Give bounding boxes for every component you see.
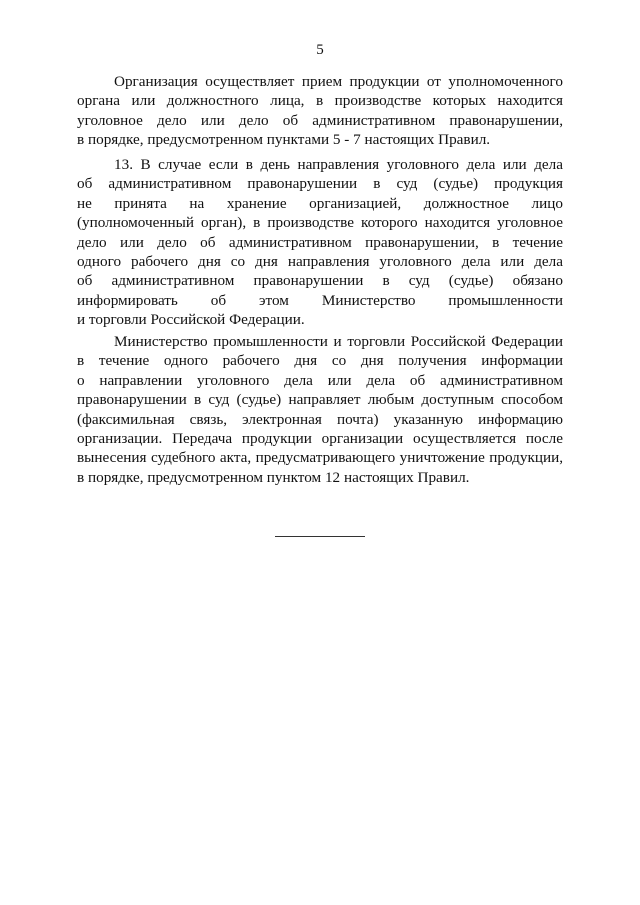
paragraph-line: Министерство промышленности и торговли Российской Федерации: [114, 333, 563, 350]
paragraph-line: в порядке, предусмотренном пунктом 12 настоящих Правил.: [77, 468, 470, 486]
paragraph-ministry-notification: [77, 332, 563, 487]
end-divider: [275, 536, 365, 537]
page-number: 5: [316, 42, 324, 58]
paragraph-line: дело или дело об административном правонарушении, в течение: [77, 233, 563, 251]
paragraph-line: правонарушении в суд (судье) направляет любым доступным способом: [77, 391, 563, 409]
paragraph-line: (уполномоченный орган), в производстве которого находится уголовное: [77, 214, 563, 232]
paragraph-line: об административном правонарушении в суд (судье) продукция: [77, 175, 563, 193]
paragraph-line: уголовное дело или дело об административном правонарушении,: [77, 111, 563, 129]
paragraph-line: одного рабочего дня со дня направления уголовного дела или дела: [77, 252, 563, 270]
paragraph-line: и торговли Российской Федерации.: [77, 311, 305, 329]
paragraph-line: о направлении уголовного дела или дела об административном: [77, 371, 563, 389]
paragraph-item-13: [77, 155, 563, 330]
paragraph-line: в порядке, предусмотренном пунктами 5 - 7 настоящих Правил.: [77, 131, 491, 149]
paragraph-organization-receipt: [77, 72, 563, 150]
paragraph-line: (факсимильная связь, электронная почта) указанную информацию: [77, 410, 563, 428]
paragraph-line: информировать об этом Министерство промышленности: [77, 291, 563, 309]
paragraph-line: органа или должностного лица, в производстве которых находится: [77, 92, 563, 110]
paragraph-line: вынесения судебного акта, предусматривающего уничтожение продукции,: [77, 449, 563, 467]
paragraph-line: организации. Передача продукции организации осуществляется после: [77, 429, 563, 447]
paragraph-line: 13. В случае если в день направления уголовного дела или дела: [114, 156, 563, 173]
paragraph-line: об административном правонарушении в суд (судье) обязано: [77, 272, 563, 290]
paragraph-line: Организация осуществляет прием продукции от уполномоченного: [114, 73, 563, 90]
paragraph-line: в течение одного рабочего дня со дня получения информации: [77, 352, 563, 370]
paragraph-line: не принята на хранение организацией, должностное лицо: [77, 194, 563, 212]
